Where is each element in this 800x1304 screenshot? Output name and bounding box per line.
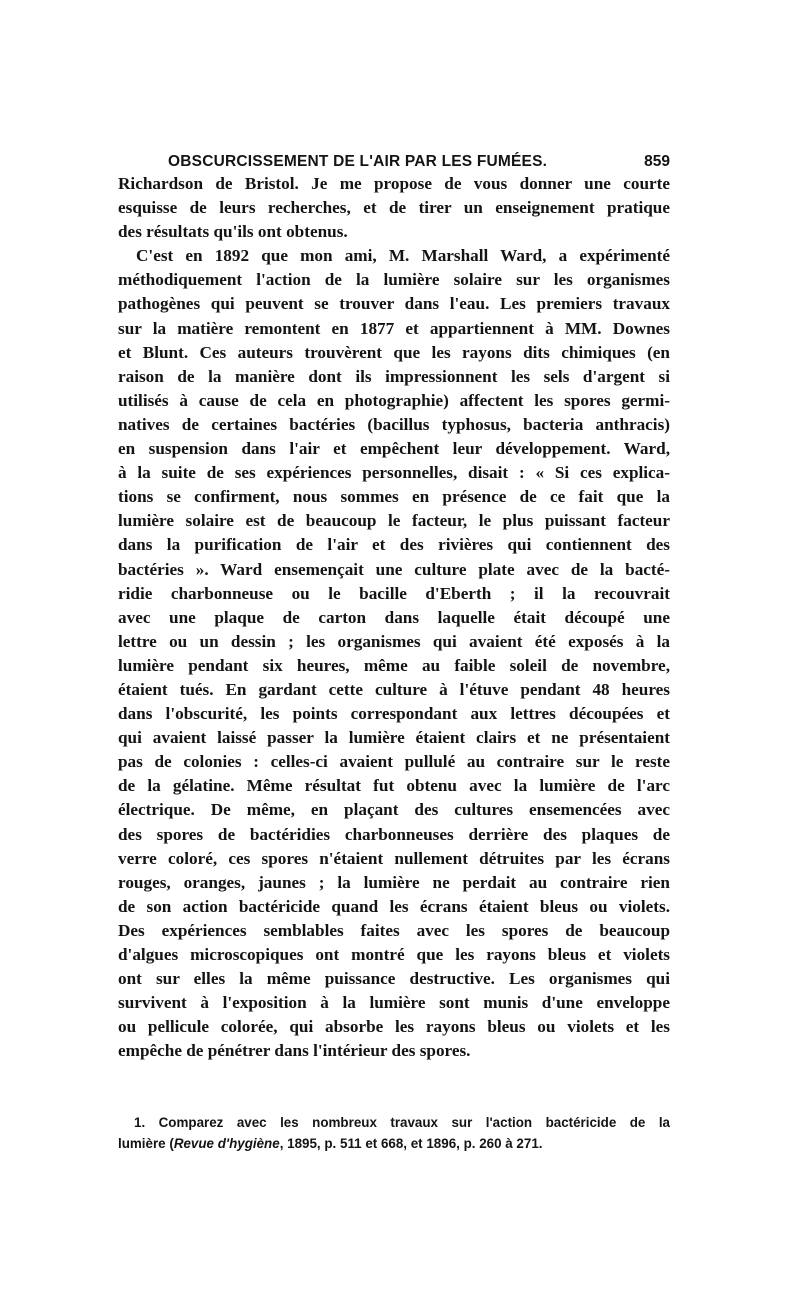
text-line: lumière pendant six heures, même au faible soleil de novembre,: [118, 655, 670, 675]
text-line: lettre ou un dessin ; les organismes qui avaient été exposés à la: [118, 631, 670, 651]
page-number: 859: [644, 153, 670, 170]
journal-title: Revue d'hygiène: [173, 1136, 280, 1151]
footnote-text: , 1895, p. 511 et 668, et 1896, p. 260 à 271.: [279, 1136, 543, 1151]
footnote-line: [118, 1133, 670, 1154]
text-line: utilisés à cause de cela en photographie) affectent les spores germi-: [118, 390, 670, 410]
text-line: dans l'obscurité, les points correspondant aux lettres découpées et: [118, 704, 670, 724]
text-line: empêche de pénétrer dans l'intérieur des spores.: [118, 1041, 471, 1061]
text-line: des spores de bactéridies charbonneuses derrière des plaques de: [118, 824, 670, 844]
text-line: électrique. De même, en plaçant des cultures ensemencées avec: [118, 800, 670, 820]
text-line: et Blunt. Ces auteurs trouvèrent que les rayons dits chimiques (en: [118, 342, 670, 362]
text-line: lumière solaire est de beaucoup le facteur, le plus puissant facteur: [118, 511, 670, 531]
text-line: raison de la manière dont ils impressionnent les sels d'argent si: [118, 366, 670, 386]
text-line: rouges, oranges, jaunes ; la lumière ne perdait au contraire rien: [118, 872, 670, 892]
text-line: Des expériences semblables faites avec les spores de beaucoup: [118, 920, 670, 940]
text-line: ou pellicule colorée, qui absorbe les rayons bleus ou violets et les: [118, 1017, 670, 1037]
body-text: [118, 172, 670, 1063]
text-line: étaient tués. En gardant cette culture à l'étuve pendant 48 heures: [118, 679, 670, 699]
text-line: Richardson de Bristol. Je me propose de vous donner une courte: [118, 174, 670, 193]
text-line: ont sur elles la même puissance destructive. Les organismes qui: [118, 969, 670, 989]
text-line: en suspension dans l'air et empêchent leur développement. Ward,: [118, 439, 670, 459]
text-line: pas de colonies : celles-ci avaient pullulé au contraire sur le reste: [118, 752, 670, 772]
text-line: de la gélatine. Même résultat fut obtenu avec la lumière de l'arc: [118, 776, 670, 796]
text-line: pathogènes qui peuvent se trouver dans l'eau. Les premiers travaux: [118, 294, 670, 314]
text-line: dans la purification de l'air et des rivières qui contiennent des: [118, 535, 670, 555]
text-line: qui avaient laissé passer la lumière étaient clairs et ne présentaient: [118, 728, 670, 748]
footnote-line: 1. Comparez avec les nombreux travaux sur l'action bactéricide de la: [134, 1115, 670, 1130]
text-line: ridie charbonneuse ou le bacille d'Eberth ; il la recouvrait: [118, 583, 670, 603]
text-line: natives de certaines bactéries (bacillus typhosus, bacteria anthracis): [118, 414, 670, 434]
text-line: tions se confirment, nous sommes en présence de ce fait que la: [118, 487, 670, 507]
text-line: méthodiquement l'action de la lumière solaire sur les organismes: [118, 270, 670, 290]
text-line: avec une plaque de carton dans laquelle était découpé une: [118, 607, 670, 627]
running-title: OBSCURCISSEMENT DE L'AIR PAR LES FUMÉES.: [168, 153, 548, 170]
text-line: verre coloré, ces spores n'étaient nullement détruites par les écrans: [118, 848, 670, 868]
text-line: esquisse de leurs recherches, et de tirer un enseignement pratique: [118, 198, 670, 218]
text-line: C'est en 1892 que mon ami, M. Marshall Ward, a expérimenté: [136, 246, 670, 266]
text-line: à la suite de ses expériences personnelles, disait : « Si ces explica-: [118, 463, 670, 483]
footnote: [118, 1112, 670, 1154]
footnote-text: lumière (: [118, 1136, 174, 1151]
text-line: survivent à l'exposition à la lumière sont munis d'une enveloppe: [118, 993, 670, 1013]
text-line: sur la matière remontent en 1877 et appartiennent à MM. Downes: [118, 318, 670, 338]
text-line: bactéries ». Ward ensemençait une culture plate avec de la bacté-: [118, 559, 670, 579]
text-line: d'algues microscopiques ont montré que les rayons bleus et violets: [118, 945, 670, 964]
text-line: des résultats qu'ils ont obtenus.: [118, 222, 348, 242]
text-line: de son action bactéricide quand les écrans étaient bleus ou violets.: [118, 896, 670, 916]
